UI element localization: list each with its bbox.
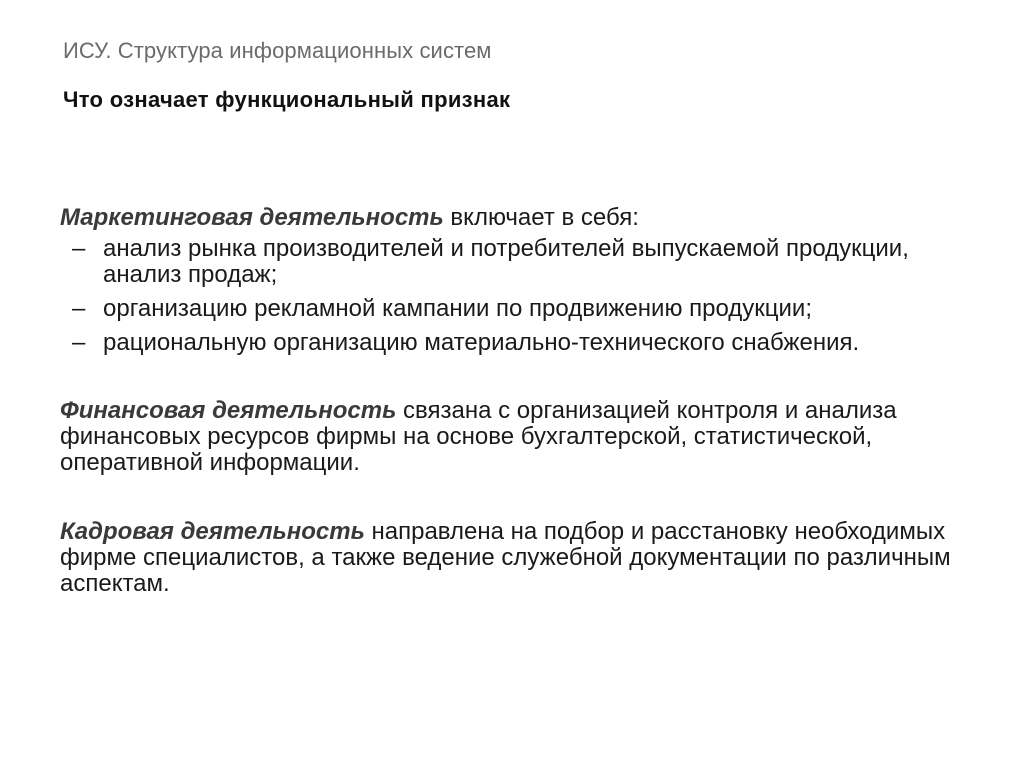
hr-paragraph (60, 519, 960, 597)
dash-bullet: – (72, 235, 86, 262)
hr-term: Кадровая деятельность (60, 518, 365, 545)
slide-title: Что означает функциональный признак (63, 87, 511, 112)
marketing-list (60, 236, 960, 356)
hr-text: направлена на подбор и расстановку необходимых фирме специалистов, а также ведение служебной документации по различным аспектам. (60, 518, 951, 597)
list-item-text: анализ рынка производителей и потребителей выпускаемой продукции, анализ продаж; (103, 235, 909, 288)
finance-term: Финансовая деятельность (60, 397, 397, 424)
list-item (60, 296, 960, 322)
slide-subtitle: ИСУ. Структура информационных систем (63, 38, 492, 63)
marketing-text: включает в себя: (443, 204, 639, 231)
dash-bullet: – (72, 295, 86, 322)
list-item-text: организацию рекламной кампании по продвижению продукции; (103, 295, 813, 322)
finance-paragraph (60, 398, 960, 476)
list-item (60, 330, 960, 356)
marketing-paragraph (60, 205, 960, 231)
dash-bullet: – (72, 329, 86, 356)
list-item-text: рациональную организацию материально-технического снабжения. (103, 329, 860, 356)
finance-text: связана с организацией контроля и анализа финансовых ресурсов фирмы на основе бухгалтерской, статистической, оперативной информации. (60, 397, 897, 476)
list-item (60, 236, 960, 288)
slide-content (60, 205, 960, 597)
marketing-term: Маркетинговая деятельность (60, 204, 444, 231)
